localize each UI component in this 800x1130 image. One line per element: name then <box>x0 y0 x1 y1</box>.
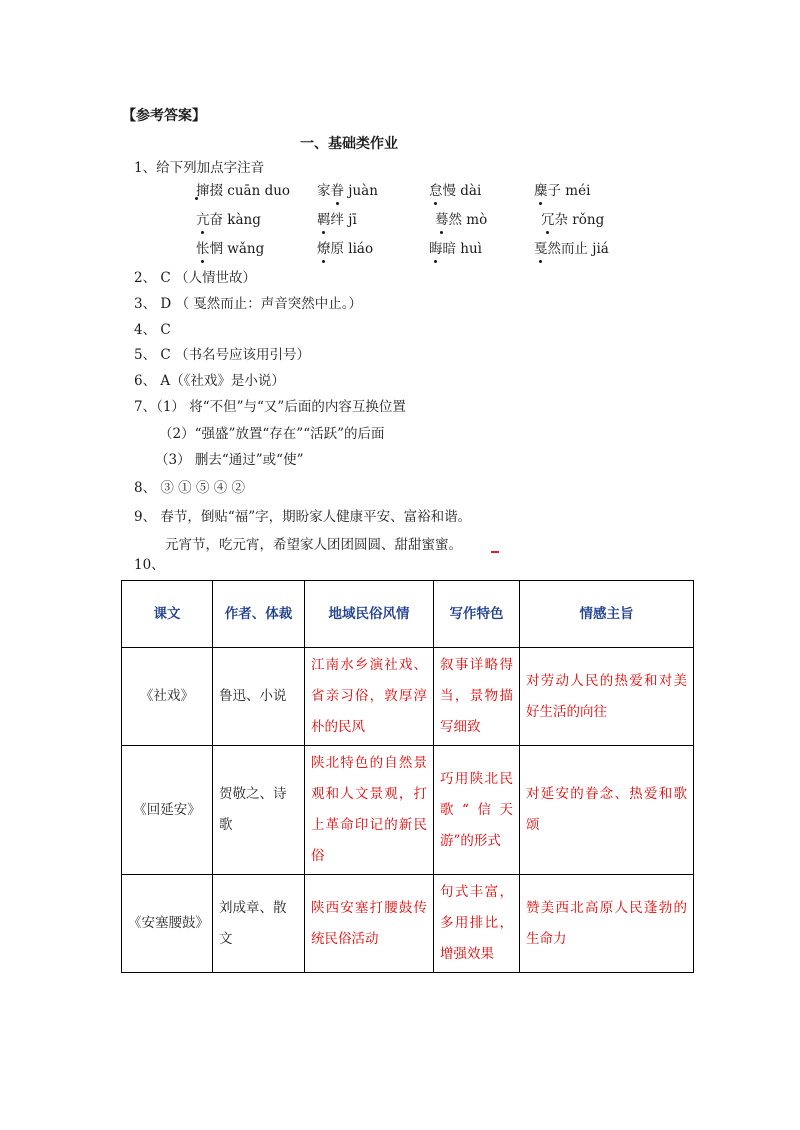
cell-author: 贺敬之、诗歌 <box>213 746 305 875</box>
pinyin-item: 晦暗 huì <box>429 241 482 257</box>
dotted-char: 怅 <box>196 241 210 257</box>
table-row <box>122 875 694 973</box>
answer-q10: 10、 <box>134 557 165 573</box>
q1-label: 1、给下列加点字注音 <box>134 160 265 176</box>
section-title: 一、基础类作业 <box>300 136 398 152</box>
dotted-char: 冗 <box>541 212 555 228</box>
answers-table <box>121 580 694 973</box>
answer-q5: 5、 C （书名号应该用引号） <box>134 347 311 363</box>
cell-theme: 赞美西北高原人民蓬勃的生命力 <box>520 875 694 973</box>
answer-q2: 2、 C （人情世故） <box>134 270 257 286</box>
table-header-row <box>122 581 694 648</box>
pinyin-item: 戛然而止 jiá <box>534 241 609 257</box>
answer-q9-1: 9、 春节，倒贴“福”字，期盼家人健康平安、富裕和谐。 <box>134 509 472 525</box>
answer-q7-2: （2）“强盛”放置“存在”“活跃”的后面 <box>159 426 385 442</box>
pinyin-item: 怠慢 dài <box>429 183 482 199</box>
cell-author: 鲁迅、小说 <box>213 648 305 746</box>
cell-theme: 对延安的眷念、热爱和歌颂 <box>520 746 694 875</box>
dotted-char: 戛 <box>534 241 548 257</box>
table-row <box>122 648 694 746</box>
cell-feature: 叙事详略得当，景物描写细致 <box>434 648 520 746</box>
pinyin-item: 家眷 juàn <box>317 183 378 199</box>
cell-text: 《安塞腰鼓》 <box>122 875 213 973</box>
cell-feature: 巧用陕北民歌“信天游”的形式 <box>434 746 520 875</box>
cell-custom: 陕西安塞打腰鼓传统民俗活动 <box>305 875 434 973</box>
answer-q4: 4、 C <box>134 322 171 338</box>
header-text: 课文 <box>122 581 213 648</box>
pinyin-item: 羁绊 jī <box>317 212 357 228</box>
answer-q6: 6、 A（《社戏》是小说） <box>134 373 285 389</box>
answer-q8: 8、 ③ ① ⑤ ④ ② <box>134 480 246 496</box>
header-feature: 写作特色 <box>434 581 520 648</box>
cell-author: 刘成章、散文 <box>213 875 305 973</box>
cell-text: 《社戏》 <box>122 648 213 746</box>
dotted-char: 羁 <box>317 212 331 228</box>
dotted-char: 蓦 <box>435 212 449 228</box>
dotted-char: 怠 <box>429 183 443 199</box>
answer-q9-2: 元宵节，吃元宵，希望家人团团圆圆、甜甜蜜蜜。 <box>165 537 462 553</box>
red-underline-mark <box>491 551 499 553</box>
pinyin-item: 亢奋 kàng <box>196 212 261 228</box>
cell-custom: 江南水乡演社戏、省亲习俗，敦厚淳朴的民风 <box>305 648 434 746</box>
dotted-char: 眷 <box>330 183 344 199</box>
cell-custom: 陕北特色的自然景观和人文景观，打上革命印记的新民俗 <box>305 746 434 875</box>
answer-q3: 3、 D （ 戛然而止：声音突然中止。） <box>134 296 363 312</box>
header-author: 作者、体裁 <box>213 581 305 648</box>
pinyin-item: 燎原 liáo <box>317 241 374 257</box>
page-title: 【参考答案】 <box>122 108 206 124</box>
pinyin-item: 撺掇 cuān duo <box>196 183 291 199</box>
cell-feature: 句式丰富，多用排比，增强效果 <box>434 875 520 973</box>
answer-q7-3: （3） 删去“通过”或“使” <box>155 452 304 468</box>
header-custom: 地域民俗风情 <box>305 581 434 648</box>
cell-theme: 对劳动人民的热爱和对美好生活的向往 <box>520 648 694 746</box>
header-theme: 情感主旨 <box>520 581 694 648</box>
pinyin-item: 怅惘 wǎng <box>196 241 265 257</box>
answer-q7-1: 7、（1） 将“不但”与“又”后面的内容互换位置 <box>134 399 406 415</box>
pinyin-item: 冗杂 rǒng <box>541 212 605 228</box>
dotted-char: 麋 <box>534 183 548 199</box>
dotted-char: 亢 <box>196 212 210 228</box>
pinyin-item: 蓦然 mò <box>435 212 488 228</box>
dotted-char: 燎 <box>317 241 331 257</box>
cell-text: 《回延安》 <box>122 746 213 875</box>
table-row <box>122 746 694 875</box>
pinyin-item: 麋子 méi <box>534 183 591 199</box>
dotted-char: 晦 <box>429 241 443 257</box>
